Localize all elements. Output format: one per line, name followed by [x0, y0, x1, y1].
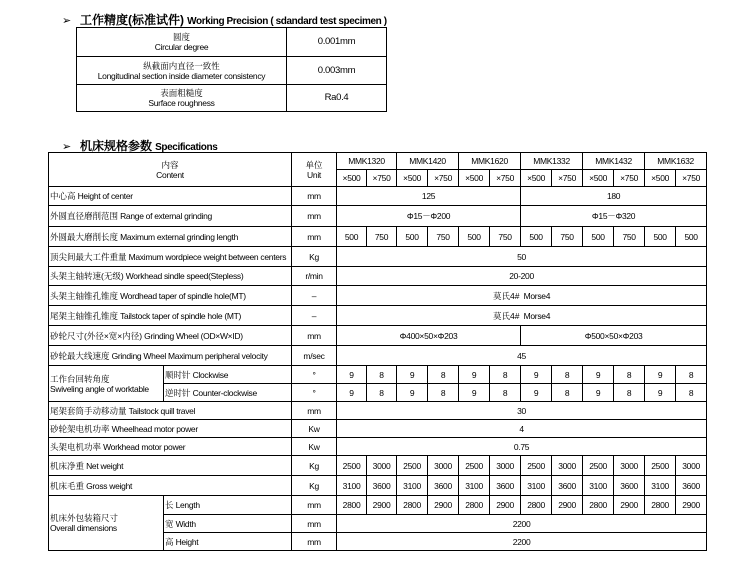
row-label-en: Range of external grinding	[120, 211, 212, 221]
morse-cn: 莫氏4#	[492, 290, 520, 301]
value-cell: 2800	[397, 496, 428, 515]
model-header: MMK1332	[521, 153, 583, 170]
value-cell: 750	[367, 227, 397, 247]
row-label	[49, 247, 292, 267]
value-cell: 2800	[521, 496, 552, 515]
value-cell: 9	[397, 366, 428, 384]
sub-label-en: Counter-clockwise	[192, 387, 257, 398]
row-label-cn: 机床毛重	[50, 480, 85, 491]
value-cell: 45	[337, 346, 707, 366]
unit-cell: mm	[292, 206, 337, 227]
value-cell	[337, 306, 707, 326]
row-label-cn: 尾架主轴锥孔锥度	[50, 310, 119, 321]
value-cell: 9	[337, 366, 367, 384]
value-cell: 9	[583, 384, 614, 402]
row-label	[49, 476, 292, 496]
table-row	[49, 476, 707, 496]
value-cell: 2500	[583, 456, 614, 476]
row-label-en: Tailstock quill travel	[128, 405, 196, 416]
table-row	[49, 227, 707, 247]
unit-cell: Kw	[292, 420, 337, 438]
value-cell: 3100	[645, 476, 676, 496]
table-row	[49, 206, 707, 227]
stroke-header: ×500	[337, 170, 367, 187]
table-row	[49, 306, 707, 326]
value-cell: 500	[459, 227, 490, 247]
unit-cell: mm	[292, 533, 337, 551]
precision-heading-cn: 工作精度(标准试件)	[80, 13, 184, 27]
sub-label-en: Height	[175, 536, 199, 547]
value-cell: 2500	[397, 456, 428, 476]
value-cell: 9	[459, 366, 490, 384]
value-cell: 9	[645, 384, 676, 402]
row-label-en: Height of center	[77, 191, 133, 201]
value-cell: 8	[428, 384, 459, 402]
row-label	[49, 326, 292, 346]
row-label-cn: 外圆最大磨削长度	[50, 231, 119, 242]
unit-cell: –	[292, 306, 337, 326]
row-label	[49, 456, 292, 476]
row-label	[49, 438, 292, 456]
row-label-cn: 头架主轴转速(无级)	[50, 271, 124, 281]
table-row	[49, 247, 707, 267]
unit-cell: mm	[292, 227, 337, 247]
row-label	[49, 306, 292, 326]
value-cell: 2800	[583, 496, 614, 515]
stroke-header: ×500	[397, 170, 428, 187]
value-cell: 8	[614, 384, 645, 402]
value-cell: Φ15－Φ200	[337, 206, 521, 227]
row-label	[49, 267, 292, 286]
morse-cn: 莫氏4#	[492, 310, 520, 321]
value-cell: 500	[676, 227, 707, 247]
morse-en: Morse4	[523, 310, 551, 321]
row-label-en: Workhead motor power	[103, 441, 186, 452]
unit-cell: Kg	[292, 476, 337, 496]
precision-label: 表面粗糙度 Surface roughness	[77, 85, 287, 112]
model-header: MMK1432	[583, 153, 645, 170]
precision-label: 圆度 Circular degree	[77, 28, 287, 57]
unit-cell: Kg	[292, 456, 337, 476]
value-cell: 500	[337, 227, 367, 247]
value-cell: 3100	[521, 476, 552, 496]
value-cell: 500	[645, 227, 676, 247]
content-header-cn: 内容	[161, 159, 179, 170]
content-header	[49, 153, 292, 187]
row-label-en: Grinding Wheel Maximum peripheral velocity	[111, 350, 268, 361]
value-cell: 3000	[428, 456, 459, 476]
row-label-en: Wordhead taper of spindle hole(MT)	[120, 290, 246, 301]
table-row	[77, 28, 387, 57]
value-cell: 8	[490, 366, 521, 384]
table-row	[49, 402, 707, 420]
arrow-bullet-icon: ➢	[62, 141, 72, 153]
row-label-cn: 机床外包装箱尺寸	[50, 513, 119, 523]
value-cell: 750	[552, 227, 583, 247]
row-label	[49, 187, 292, 206]
row-label-cn: 中心高	[50, 191, 76, 201]
arrow-bullet-icon: ➢	[62, 15, 72, 27]
value-cell: 9	[337, 384, 367, 402]
value-cell: 3600	[490, 476, 521, 496]
row-label-cn: 尾架套筒手动移动量	[50, 405, 127, 416]
value-cell: 3600	[552, 476, 583, 496]
table-row	[77, 85, 387, 112]
unit-cell: °	[292, 366, 337, 384]
value-cell: 30	[337, 402, 707, 420]
value-cell: 20-200	[337, 267, 707, 286]
row-label-en: Workhead sindle speed(Stepless)	[125, 271, 244, 281]
value-cell: 3600	[367, 476, 397, 496]
value-cell: 3100	[397, 476, 428, 496]
value-cell: 2500	[521, 456, 552, 476]
sub-label-cn: 长	[165, 500, 174, 510]
row-label-cn: 砂轮架电机功率	[50, 423, 110, 434]
specs-table	[48, 152, 707, 551]
table-row	[49, 438, 707, 456]
model-header: MMK1620	[459, 153, 521, 170]
value-cell: 2200	[337, 533, 707, 551]
row-label	[49, 227, 292, 247]
row-label	[49, 346, 292, 366]
table-row	[49, 326, 707, 346]
row-label-en: Maximum wordpiece weight between centers	[128, 251, 287, 262]
table-row	[49, 420, 707, 438]
unit-cell: mm	[292, 496, 337, 515]
sub-label	[164, 496, 292, 515]
value-cell: Φ400×50×Φ203	[337, 326, 521, 346]
value-cell: 750	[490, 227, 521, 247]
value-cell: 3100	[459, 476, 490, 496]
value-cell: 3100	[583, 476, 614, 496]
table-row	[49, 267, 707, 286]
value-cell: 3000	[367, 456, 397, 476]
value-cell: 125	[337, 187, 521, 206]
value-cell: 500	[397, 227, 428, 247]
stroke-header: ×750	[367, 170, 397, 187]
specs-heading-cn: 机床规格参数	[80, 139, 153, 153]
row-label	[49, 286, 292, 306]
stroke-header: ×750	[490, 170, 521, 187]
value-cell: 3600	[614, 476, 645, 496]
value-cell: 9	[645, 366, 676, 384]
value-cell: 8	[428, 366, 459, 384]
value-cell: 3000	[552, 456, 583, 476]
value-cell: 8	[552, 384, 583, 402]
row-label	[49, 366, 164, 402]
value-cell: 4	[337, 420, 707, 438]
unit-header-en: Unit	[307, 169, 321, 180]
row-label-cn: 砂轮最大线速度	[50, 350, 110, 361]
unit-header	[292, 153, 337, 187]
value-cell: 8	[490, 384, 521, 402]
row-label-cn: 外圆直径磨削范围	[50, 211, 119, 221]
value-cell: 8	[614, 366, 645, 384]
unit-cell: mm	[292, 402, 337, 420]
value-cell: 750	[428, 227, 459, 247]
value-cell: 9	[459, 384, 490, 402]
stroke-header: ×500	[583, 170, 614, 187]
unit-cell: Kw	[292, 438, 337, 456]
value-cell: 2800	[337, 496, 367, 515]
value-cell: 50	[337, 247, 707, 267]
value-cell: 9	[397, 384, 428, 402]
row-label	[49, 496, 164, 551]
table-row	[49, 496, 707, 515]
row-label-en: Overall dimensions	[50, 523, 117, 533]
precision-value: Ra0.4	[287, 85, 387, 112]
table-row	[49, 456, 707, 476]
value-cell: 2900	[614, 496, 645, 515]
value-cell: 8	[676, 366, 707, 384]
stroke-header: ×750	[676, 170, 707, 187]
precision-table	[76, 27, 387, 112]
sub-label-en: Clockwise	[192, 369, 229, 380]
unit-cell: mm	[292, 187, 337, 206]
content-header-en: Content	[156, 169, 184, 180]
row-label-cn: 头架电机功率	[50, 441, 102, 452]
table-row	[49, 366, 707, 384]
sub-label-cn: 高	[165, 536, 174, 547]
value-cell: 500	[583, 227, 614, 247]
stroke-header: ×500	[645, 170, 676, 187]
table-row	[77, 57, 387, 85]
table-row	[49, 153, 707, 170]
unit-cell: °	[292, 384, 337, 402]
model-header: MMK1632	[645, 153, 707, 170]
value-cell	[337, 286, 707, 306]
row-label-en: Wheelhead motor power	[111, 423, 198, 434]
row-label-en: Gross weight	[86, 480, 133, 491]
row-label-en: Net weight	[86, 460, 124, 471]
value-cell: Φ500×50×Φ203	[521, 326, 707, 346]
sub-label	[164, 366, 292, 384]
value-cell: 0.75	[337, 438, 707, 456]
precision-heading-en: Working Precision ( sdandard test specimen )	[187, 16, 387, 27]
row-label-en: Tailstock taper of spindle hole (MT)	[120, 310, 242, 321]
value-cell: 2900	[490, 496, 521, 515]
row-label-en: Swiveling angle of worktable	[50, 383, 149, 394]
row-label-en: Grinding Wheel (OD×W×ID)	[144, 330, 243, 341]
value-cell: 2500	[459, 456, 490, 476]
value-cell: 2900	[676, 496, 707, 515]
sub-label	[164, 533, 292, 551]
sub-label-cn: 宽	[165, 518, 174, 529]
row-label-en: Maximum external grinding length	[120, 231, 239, 242]
value-cell: 8	[367, 366, 397, 384]
value-cell: 2800	[459, 496, 490, 515]
value-cell: 500	[521, 227, 552, 247]
value-cell: 750	[614, 227, 645, 247]
value-cell: 2500	[645, 456, 676, 476]
value-cell: 9	[521, 366, 552, 384]
sub-label-cn: 逆时针	[165, 387, 191, 398]
unit-cell: mm	[292, 515, 337, 533]
row-label-cn: 工作台回转角度	[50, 373, 110, 384]
unit-cell: Kg	[292, 247, 337, 267]
value-cell: Φ15－Φ320	[521, 206, 707, 227]
value-cell: 2200	[337, 515, 707, 533]
value-cell: 2500	[337, 456, 367, 476]
value-cell: 2800	[645, 496, 676, 515]
sub-label	[164, 384, 292, 402]
stroke-header: ×500	[459, 170, 490, 187]
value-cell: 8	[676, 384, 707, 402]
row-label-cn: 顶尖间最大工件重量	[50, 251, 127, 262]
unit-cell: r/min	[292, 267, 337, 286]
row-label-cn: 机床净重	[50, 460, 85, 471]
value-cell: 180	[521, 187, 707, 206]
value-cell: 3600	[428, 476, 459, 496]
value-cell: 3100	[337, 476, 367, 496]
row-label	[49, 402, 292, 420]
sub-label-en: Width	[175, 518, 196, 529]
stroke-header: ×750	[428, 170, 459, 187]
sub-label	[164, 515, 292, 533]
specs-heading-en: Specifications	[155, 142, 218, 153]
stroke-header: ×500	[521, 170, 552, 187]
unit-cell: mm	[292, 326, 337, 346]
value-cell: 9	[521, 384, 552, 402]
stroke-header: ×750	[614, 170, 645, 187]
value-cell: 2900	[552, 496, 583, 515]
row-label	[49, 206, 292, 227]
unit-header-cn: 单位	[305, 159, 323, 170]
value-cell: 3000	[614, 456, 645, 476]
row-label-cn: 砂轮尺寸(外径×宽×内径)	[50, 330, 143, 341]
sub-label-cn: 顺时针	[165, 369, 191, 380]
value-cell: 3000	[490, 456, 521, 476]
value-cell: 9	[583, 366, 614, 384]
precision-heading	[62, 11, 387, 28]
row-label-cn: 头架主轴锥孔锥度	[50, 290, 119, 301]
value-cell: 8	[367, 384, 397, 402]
precision-value: 0.001mm	[287, 28, 387, 57]
table-row	[49, 286, 707, 306]
precision-value: 0.003mm	[287, 57, 387, 85]
value-cell: 2900	[367, 496, 397, 515]
unit-cell: m/sec	[292, 346, 337, 366]
morse-en: Morse4	[523, 290, 551, 301]
value-cell: 2900	[428, 496, 459, 515]
row-label	[49, 420, 292, 438]
table-row	[49, 346, 707, 366]
model-header: MMK1420	[397, 153, 459, 170]
table-row	[49, 187, 707, 206]
stroke-header: ×750	[552, 170, 583, 187]
sub-label-en: Length	[175, 500, 200, 510]
unit-cell: –	[292, 286, 337, 306]
value-cell: 3600	[676, 476, 707, 496]
precision-label: 纵截面内直径一致性 Longitudinal section inside diameter consistency	[77, 57, 287, 85]
value-cell: 3000	[676, 456, 707, 476]
value-cell: 8	[552, 366, 583, 384]
model-header: MMK1320	[337, 153, 397, 170]
